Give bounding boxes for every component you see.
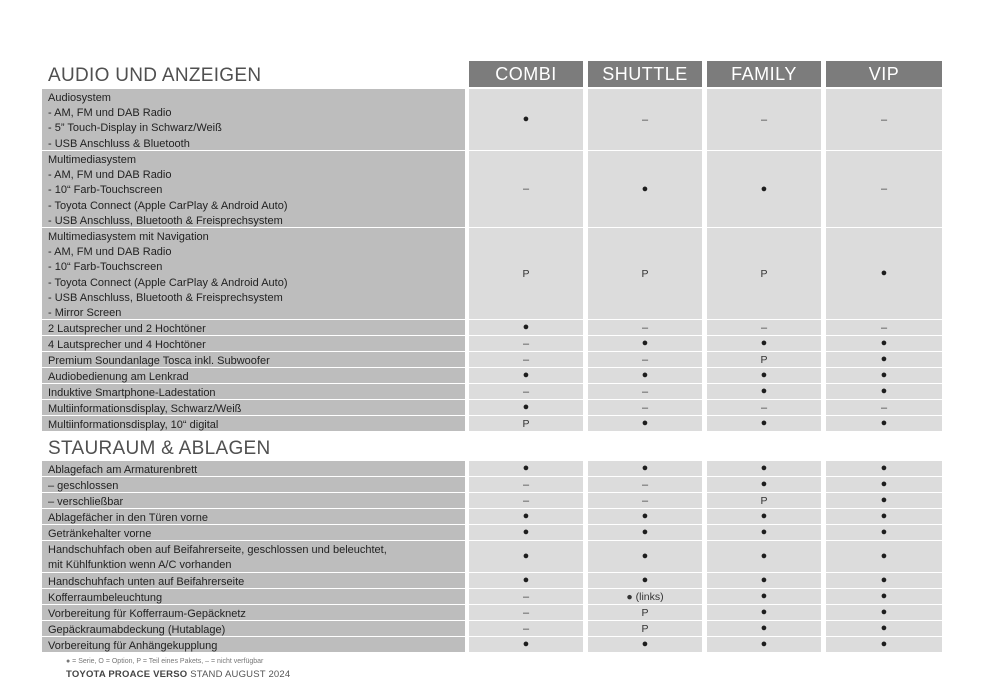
cell-shuttle (588, 384, 702, 399)
cell-shuttle (588, 400, 702, 415)
feature-label-line: Ablagefächer in den Türen vorne (48, 512, 209, 524)
cell-shuttle (588, 589, 702, 604)
standard-dot-icon: ● (880, 510, 888, 522)
feature-label-line: Multimediasystem mit Navigation (48, 231, 209, 243)
cell-value: P (760, 494, 768, 507)
not-available-dash: – (522, 606, 530, 619)
standard-dot-icon: ● (880, 267, 888, 279)
feature-label-line: Vorbereitung für Anhängekupplung (48, 640, 218, 652)
column-header-combi: COMBI (469, 61, 583, 87)
cell-combi (469, 89, 583, 150)
cell-vip (826, 416, 942, 431)
footer (66, 669, 290, 680)
cell-combi (469, 352, 583, 367)
cell-shuttle (588, 320, 702, 335)
feature-label-line: Gepäckraumabdeckung (Hutablage) (48, 624, 226, 636)
column-header-family: FAMILY (707, 61, 821, 87)
cell-shuttle (588, 509, 702, 524)
cell-family (707, 605, 821, 620)
standard-dot-icon: ● (880, 478, 888, 490)
not-available-dash: – (641, 494, 649, 507)
cell-shuttle (588, 493, 702, 508)
standard-dot-icon: ● (880, 606, 888, 618)
cell-combi (469, 416, 583, 431)
cell-vip (826, 320, 942, 335)
cell-vip (826, 384, 942, 399)
feature-label-line: Getränkehalter vorne (48, 528, 152, 540)
feature-label-line: Vorbereitung für Kofferraum-Gepäcknetz (48, 608, 246, 620)
cell-combi (469, 400, 583, 415)
feature-label-line: Multiinformationsdisplay, Schwarz/Weiß (48, 403, 242, 415)
feature-label (42, 228, 465, 319)
cell-vip (826, 525, 942, 540)
standard-dot-icon: ● (880, 337, 888, 349)
standard-dot-icon: ● (641, 526, 649, 538)
cell-shuttle (588, 461, 702, 476)
cell-family (707, 368, 821, 383)
cell-shuttle (588, 621, 702, 636)
feature-label (42, 621, 465, 636)
standard-dot-icon: ● (522, 574, 530, 586)
standard-dot-icon: ● (641, 369, 649, 381)
feature-label-line: - Mirror Screen (48, 307, 122, 320)
cell-family (707, 573, 821, 588)
cell-combi (469, 384, 583, 399)
standard-dot-icon: ● (641, 337, 649, 349)
not-available-dash: – (880, 321, 888, 334)
cell-family (707, 509, 821, 524)
cell-family (707, 541, 821, 572)
table-row (42, 336, 942, 351)
standard-dot-icon: ● (760, 478, 768, 490)
not-available-dash: – (522, 478, 530, 491)
cell-shuttle (588, 151, 702, 227)
feature-label (42, 509, 465, 524)
standard-dot-icon: ● (760, 337, 768, 349)
standard-dot-icon: ● (760, 510, 768, 522)
standard-dot-icon: ● (522, 401, 530, 413)
standard-dot-icon: ● (760, 606, 768, 618)
standard-dot-icon: ● (760, 369, 768, 381)
column-header-shuttle: SHUTTLE (588, 61, 702, 87)
cell-vip (826, 605, 942, 620)
table-row (42, 477, 942, 492)
cell-family (707, 384, 821, 399)
table-row (42, 151, 942, 227)
cell-vip (826, 589, 942, 604)
cell-combi (469, 541, 583, 572)
standard-dot-icon: ● (760, 622, 768, 634)
cell-vip (826, 89, 942, 150)
cell-value: ● (links) (626, 590, 664, 603)
cell-vip (826, 509, 942, 524)
standard-dot-icon: ● (880, 638, 888, 650)
cell-shuttle (588, 637, 702, 652)
cell-value: P (760, 353, 768, 366)
cell-family (707, 89, 821, 150)
not-available-dash: – (522, 385, 530, 398)
cell-family (707, 637, 821, 652)
cell-combi (469, 368, 583, 383)
cell-combi (469, 525, 583, 540)
cell-family (707, 320, 821, 335)
standard-dot-icon: ● (641, 550, 649, 562)
cell-shuttle (588, 541, 702, 572)
cell-vip (826, 493, 942, 508)
cell-vip (826, 352, 942, 367)
feature-label-line: - AM, FM und DAB Radio (48, 107, 172, 120)
not-available-dash: – (880, 113, 888, 126)
cell-combi (469, 477, 583, 492)
feature-label-line: 4 Lautsprecher und 4 Hochtöner (48, 339, 206, 351)
cell-value: P (760, 267, 768, 280)
feature-label-line: Audiobedienung am Lenkrad (48, 371, 189, 383)
cell-combi (469, 228, 583, 319)
cell-combi (469, 621, 583, 636)
standard-dot-icon: ● (641, 638, 649, 650)
table-row (42, 461, 942, 476)
standard-dot-icon: ● (880, 369, 888, 381)
cell-family (707, 461, 821, 476)
feature-label-line: - AM, FM und DAB Radio (48, 246, 172, 259)
standard-dot-icon: ● (880, 526, 888, 538)
not-available-dash: – (522, 494, 530, 507)
feature-label (42, 493, 465, 508)
feature-label-line: mit Kühlfunktion wenn A/C vorhanden (48, 559, 232, 572)
feature-label-line: Induktive Smartphone-Ladestation (48, 387, 216, 399)
cell-shuttle (588, 605, 702, 620)
table-row (42, 541, 942, 572)
cell-family (707, 589, 821, 604)
feature-label-line: Handschuhfach oben auf Beifahrerseite, geschlossen und beleuchtet, (48, 544, 387, 556)
standard-dot-icon: ● (641, 574, 649, 586)
table-row (42, 573, 942, 588)
table-row (42, 589, 942, 604)
table-row (42, 621, 942, 636)
standard-dot-icon: ● (522, 510, 530, 522)
feature-label (42, 461, 465, 476)
cell-vip (826, 400, 942, 415)
feature-label (42, 368, 465, 383)
cell-shuttle (588, 573, 702, 588)
standard-dot-icon: ● (522, 550, 530, 562)
feature-label (42, 605, 465, 620)
cell-shuttle (588, 368, 702, 383)
standard-dot-icon: ● (522, 113, 530, 125)
cell-vip (826, 368, 942, 383)
cell-combi (469, 573, 583, 588)
standard-dot-icon: ● (880, 622, 888, 634)
table-row (42, 525, 942, 540)
cell-family (707, 621, 821, 636)
feature-label-line: Premium Soundanlage Tosca inkl. Subwoofer (48, 355, 270, 367)
standard-dot-icon: ● (760, 550, 768, 562)
feature-label (42, 151, 465, 227)
cell-value: P (522, 267, 530, 280)
feature-label-line: - Toyota Connect (Apple CarPlay & Android Auto) (48, 199, 288, 212)
column-header-vip: VIP (826, 61, 942, 87)
cell-shuttle (588, 416, 702, 431)
cell-vip (826, 228, 942, 319)
standard-dot-icon: ● (760, 574, 768, 586)
standard-dot-icon: ● (880, 417, 888, 429)
not-available-dash: – (522, 590, 530, 603)
feature-label-line: 2 Lautsprecher und 2 Hochtöner (48, 323, 206, 335)
cell-family (707, 525, 821, 540)
cell-combi (469, 589, 583, 604)
cell-value: P (641, 267, 649, 280)
cell-family (707, 352, 821, 367)
feature-label-line: - USB Anschluss, Bluetooth & Freisprechsystem (48, 291, 283, 304)
footer-stand: STAND AUGUST 2024 (190, 669, 291, 680)
cell-family (707, 336, 821, 351)
cell-combi (469, 493, 583, 508)
table-row (42, 400, 942, 415)
cell-value: P (522, 417, 530, 430)
cell-combi (469, 637, 583, 652)
cell-family (707, 493, 821, 508)
feature-label (42, 89, 465, 150)
cell-shuttle (588, 525, 702, 540)
standard-dot-icon: ● (880, 590, 888, 602)
feature-label-line: – verschließbar (48, 496, 124, 508)
feature-label (42, 589, 465, 604)
standard-dot-icon: ● (522, 526, 530, 538)
standard-dot-icon: ● (760, 462, 768, 474)
feature-label (42, 336, 465, 351)
standard-dot-icon: ● (522, 321, 530, 333)
standard-dot-icon: ● (760, 385, 768, 397)
standard-dot-icon: ● (641, 462, 649, 474)
footer-brand: TOYOTA PROACE VERSO (66, 669, 188, 680)
feature-label (42, 477, 465, 492)
cell-vip (826, 461, 942, 476)
not-available-dash: – (641, 113, 649, 126)
standard-dot-icon: ● (641, 510, 649, 522)
feature-label (42, 416, 465, 431)
cell-combi (469, 320, 583, 335)
cell-family (707, 477, 821, 492)
cell-family (707, 400, 821, 415)
not-available-dash: – (641, 478, 649, 491)
not-available-dash: – (522, 183, 530, 195)
cell-family (707, 416, 821, 431)
feature-label-line: Kofferraumbeleuchtung (48, 592, 163, 604)
feature-label-line: – geschlossen (48, 480, 119, 492)
not-available-dash: – (760, 113, 768, 126)
cell-vip (826, 151, 942, 227)
section-title-stauraum: STAURAUM & ABLAGEN (48, 438, 271, 459)
cell-family (707, 151, 821, 227)
cell-shuttle (588, 336, 702, 351)
table-row (42, 384, 942, 399)
standard-dot-icon: ● (760, 417, 768, 429)
cell-combi (469, 336, 583, 351)
cell-vip (826, 541, 942, 572)
feature-label-line: - 10“ Farb-Touchscreen (48, 261, 163, 274)
feature-label-line: - 5” Touch-Display in Schwarz/Weiß (48, 122, 222, 135)
feature-label-line: Audiosystem (48, 92, 111, 104)
cell-shuttle (588, 477, 702, 492)
not-available-dash: – (522, 353, 530, 366)
table-row (42, 89, 942, 150)
not-available-dash: – (522, 337, 530, 350)
cell-family (707, 228, 821, 319)
cell-vip (826, 621, 942, 636)
cell-shuttle (588, 228, 702, 319)
table-row (42, 320, 942, 335)
cell-shuttle (588, 89, 702, 150)
standard-dot-icon: ● (760, 590, 768, 602)
standard-dot-icon: ● (880, 574, 888, 586)
feature-label (42, 400, 465, 415)
table-row (42, 228, 942, 319)
cell-vip (826, 336, 942, 351)
not-available-dash: – (522, 622, 530, 635)
table-row (42, 605, 942, 620)
standard-dot-icon: ● (880, 353, 888, 365)
standard-dot-icon: ● (880, 385, 888, 397)
feature-label-line: - USB Anschluss & Bluetooth (48, 137, 190, 150)
standard-dot-icon: ● (880, 494, 888, 506)
feature-label (42, 384, 465, 399)
feature-label (42, 352, 465, 367)
feature-label (42, 637, 465, 652)
cell-combi (469, 461, 583, 476)
standard-dot-icon: ● (522, 462, 530, 474)
standard-dot-icon: ● (641, 182, 649, 195)
feature-label-line: - USB Anschluss, Bluetooth & Freisprechsystem (48, 214, 283, 227)
feature-label-line: Ablagefach am Armaturenbrett (48, 464, 198, 476)
standard-dot-icon: ● (760, 182, 768, 195)
table-row (42, 368, 942, 383)
not-available-dash: – (880, 401, 888, 414)
feature-label-line: Handschuhfach unten auf Beifahrerseite (48, 576, 245, 588)
cell-value: P (641, 606, 649, 619)
standard-dot-icon: ● (522, 638, 530, 650)
not-available-dash: – (880, 183, 888, 195)
feature-label-line: - 10“ Farb-Touchscreen (48, 184, 163, 197)
standard-dot-icon: ● (880, 550, 888, 562)
standard-dot-icon: ● (760, 638, 768, 650)
table-row (42, 416, 942, 431)
feature-label (42, 320, 465, 335)
cell-vip (826, 573, 942, 588)
feature-label (42, 541, 465, 572)
cell-vip (826, 477, 942, 492)
cell-value: P (641, 622, 649, 635)
cell-combi (469, 151, 583, 227)
standard-dot-icon: ● (641, 417, 649, 429)
not-available-dash: – (641, 385, 649, 398)
not-available-dash: – (641, 401, 649, 414)
not-available-dash: – (641, 353, 649, 366)
cell-vip (826, 637, 942, 652)
feature-label (42, 525, 465, 540)
standard-dot-icon: ● (880, 462, 888, 474)
feature-label-line: - Toyota Connect (Apple CarPlay & Android Auto) (48, 276, 288, 289)
cell-combi (469, 509, 583, 524)
table-row (42, 637, 942, 652)
section-title-audio: AUDIO UND ANZEIGEN (48, 65, 262, 86)
cell-shuttle (588, 352, 702, 367)
standard-dot-icon: ● (760, 526, 768, 538)
feature-label (42, 573, 465, 588)
feature-label-line: Multiinformationsdisplay, 10“ digital (48, 419, 219, 431)
table-row (42, 493, 942, 508)
feature-label-line: Multimediasystem (48, 154, 137, 166)
legend: ● = Serie, O = Option, P = Teil eines Pakets, – = nicht verfügbar (66, 658, 264, 665)
not-available-dash: – (760, 401, 768, 414)
table-row (42, 509, 942, 524)
standard-dot-icon: ● (522, 369, 530, 381)
cell-combi (469, 605, 583, 620)
table-row (42, 352, 942, 367)
not-available-dash: – (641, 321, 649, 334)
not-available-dash: – (760, 321, 768, 334)
feature-label-line: - AM, FM und DAB Radio (48, 169, 172, 182)
